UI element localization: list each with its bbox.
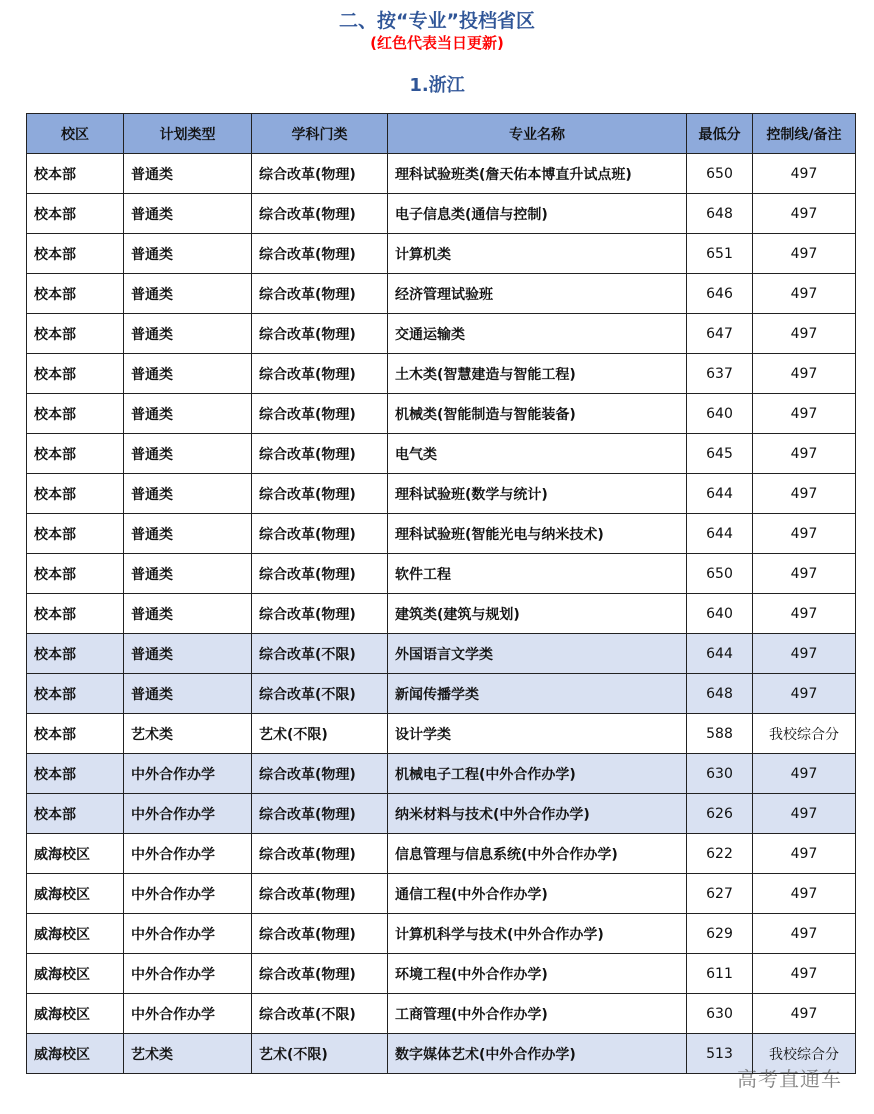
cell-min-score: 640 bbox=[687, 594, 753, 634]
cell-control-line: 497 bbox=[753, 914, 856, 954]
cell-campus: 校本部 bbox=[27, 234, 124, 274]
cell-major: 计算机类 bbox=[388, 234, 687, 274]
cell-major: 计算机科学与技术(中外合作办学) bbox=[388, 914, 687, 954]
cell-plan-type: 普通类 bbox=[124, 594, 252, 634]
cell-control-line: 497 bbox=[753, 474, 856, 514]
table-row bbox=[27, 594, 856, 634]
cell-min-score: 627 bbox=[687, 874, 753, 914]
cell-subject: 综合改革(物理) bbox=[252, 194, 388, 234]
cell-subject: 综合改革(物理) bbox=[252, 474, 388, 514]
cell-min-score: 644 bbox=[687, 514, 753, 554]
table-header bbox=[27, 114, 856, 154]
cell-min-score: 651 bbox=[687, 234, 753, 274]
cell-campus: 校本部 bbox=[27, 554, 124, 594]
cell-campus: 威海校区 bbox=[27, 834, 124, 874]
cell-subject: 综合改革(不限) bbox=[252, 634, 388, 674]
cell-control-line: 497 bbox=[753, 554, 856, 594]
admission-table bbox=[26, 113, 856, 1074]
cell-major: 建筑类(建筑与规划) bbox=[388, 594, 687, 634]
col-subject: 学科门类 bbox=[252, 114, 388, 154]
cell-min-score: 630 bbox=[687, 994, 753, 1034]
cell-major: 土木类(智慧建造与智能工程) bbox=[388, 354, 687, 394]
table-row bbox=[27, 434, 856, 474]
cell-major: 机械电子工程(中外合作办学) bbox=[388, 754, 687, 794]
cell-control-line: 497 bbox=[753, 434, 856, 474]
cell-campus: 校本部 bbox=[27, 394, 124, 434]
cell-campus: 威海校区 bbox=[27, 1034, 124, 1074]
cell-control-line: 497 bbox=[753, 754, 856, 794]
cell-min-score: 622 bbox=[687, 834, 753, 874]
cell-control-line: 497 bbox=[753, 314, 856, 354]
cell-campus: 威海校区 bbox=[27, 914, 124, 954]
table-row bbox=[27, 474, 856, 514]
cell-subject: 综合改革(物理) bbox=[252, 954, 388, 994]
cell-min-score: 626 bbox=[687, 794, 753, 834]
cell-campus: 校本部 bbox=[27, 474, 124, 514]
cell-major: 经济管理试验班 bbox=[388, 274, 687, 314]
cell-min-score: 650 bbox=[687, 554, 753, 594]
cell-subject: 综合改革(物理) bbox=[252, 154, 388, 194]
cell-plan-type: 普通类 bbox=[124, 354, 252, 394]
cell-subject: 综合改革(物理) bbox=[252, 434, 388, 474]
cell-plan-type: 中外合作办学 bbox=[124, 914, 252, 954]
cell-major: 理科试验班类(詹天佑本博直升试点班) bbox=[388, 154, 687, 194]
cell-subject: 综合改革(物理) bbox=[252, 794, 388, 834]
cell-subject: 综合改革(不限) bbox=[252, 994, 388, 1034]
table-row bbox=[27, 954, 856, 994]
cell-plan-type: 普通类 bbox=[124, 194, 252, 234]
cell-min-score: 637 bbox=[687, 354, 753, 394]
cell-control-line: 我校综合分 bbox=[753, 714, 856, 754]
cell-campus: 校本部 bbox=[27, 274, 124, 314]
update-note: (红色代表当日更新) bbox=[370, 34, 504, 52]
cell-campus: 校本部 bbox=[27, 754, 124, 794]
cell-control-line: 497 bbox=[753, 394, 856, 434]
cell-control-line: 497 bbox=[753, 234, 856, 274]
cell-campus: 校本部 bbox=[27, 594, 124, 634]
cell-major: 软件工程 bbox=[388, 554, 687, 594]
cell-min-score: 648 bbox=[687, 674, 753, 714]
cell-subject: 综合改革(物理) bbox=[252, 354, 388, 394]
cell-plan-type: 普通类 bbox=[124, 274, 252, 314]
cell-subject: 综合改革(物理) bbox=[252, 834, 388, 874]
cell-major: 信息管理与信息系统(中外合作办学) bbox=[388, 834, 687, 874]
section-title: 1.浙江 bbox=[409, 75, 465, 96]
table-row bbox=[27, 834, 856, 874]
cell-plan-type: 普通类 bbox=[124, 154, 252, 194]
cell-control-line: 497 bbox=[753, 874, 856, 914]
cell-plan-type: 普通类 bbox=[124, 514, 252, 554]
cell-min-score: 645 bbox=[687, 434, 753, 474]
cell-plan-type: 中外合作办学 bbox=[124, 794, 252, 834]
cell-subject: 综合改革(物理) bbox=[252, 874, 388, 914]
cell-subject: 综合改革(物理) bbox=[252, 314, 388, 354]
cell-control-line: 497 bbox=[753, 994, 856, 1034]
cell-min-score: 650 bbox=[687, 154, 753, 194]
table-row bbox=[27, 154, 856, 194]
cell-plan-type: 普通类 bbox=[124, 674, 252, 714]
cell-major: 外国语言文学类 bbox=[388, 634, 687, 674]
cell-control-line: 497 bbox=[753, 154, 856, 194]
cell-min-score: 630 bbox=[687, 754, 753, 794]
cell-major: 电子信息类(通信与控制) bbox=[388, 194, 687, 234]
table-row bbox=[27, 874, 856, 914]
table-row bbox=[27, 634, 856, 674]
cell-subject: 综合改革(不限) bbox=[252, 674, 388, 714]
col-plan-type: 计划类型 bbox=[124, 114, 252, 154]
table-row bbox=[27, 514, 856, 554]
cell-major: 理科试验班(数学与统计) bbox=[388, 474, 687, 514]
cell-campus: 校本部 bbox=[27, 314, 124, 354]
cell-subject: 艺术(不限) bbox=[252, 714, 388, 754]
table-row bbox=[27, 914, 856, 954]
cell-campus: 校本部 bbox=[27, 714, 124, 754]
cell-campus: 校本部 bbox=[27, 354, 124, 394]
cell-control-line: 497 bbox=[753, 194, 856, 234]
col-campus: 校区 bbox=[27, 114, 124, 154]
cell-major: 理科试验班(智能光电与纳米技术) bbox=[388, 514, 687, 554]
page-title: 二、按“专业”投档省区 bbox=[339, 10, 535, 32]
cell-campus: 校本部 bbox=[27, 674, 124, 714]
cell-min-score: 588 bbox=[687, 714, 753, 754]
cell-major: 环境工程(中外合作办学) bbox=[388, 954, 687, 994]
table-row bbox=[27, 994, 856, 1034]
cell-control-line: 497 bbox=[753, 634, 856, 674]
table-row bbox=[27, 394, 856, 434]
cell-min-score: 629 bbox=[687, 914, 753, 954]
cell-major: 工商管理(中外合作办学) bbox=[388, 994, 687, 1034]
cell-plan-type: 普通类 bbox=[124, 634, 252, 674]
table-row bbox=[27, 274, 856, 314]
cell-control-line: 497 bbox=[753, 274, 856, 314]
table-row bbox=[27, 754, 856, 794]
cell-subject: 综合改革(物理) bbox=[252, 234, 388, 274]
cell-subject: 综合改革(物理) bbox=[252, 914, 388, 954]
cell-control-line: 497 bbox=[753, 514, 856, 554]
cell-plan-type: 中外合作办学 bbox=[124, 954, 252, 994]
cell-control-line: 497 bbox=[753, 954, 856, 994]
cell-campus: 威海校区 bbox=[27, 874, 124, 914]
cell-major: 新闻传播学类 bbox=[388, 674, 687, 714]
cell-campus: 校本部 bbox=[27, 434, 124, 474]
watermark: 高考直通车 bbox=[737, 1067, 842, 1091]
cell-plan-type: 普通类 bbox=[124, 394, 252, 434]
table-row bbox=[27, 234, 856, 274]
col-major: 专业名称 bbox=[388, 114, 687, 154]
cell-campus: 威海校区 bbox=[27, 954, 124, 994]
cell-control-line: 497 bbox=[753, 354, 856, 394]
cell-plan-type: 中外合作办学 bbox=[124, 994, 252, 1034]
cell-major: 纳米材料与技术(中外合作办学) bbox=[388, 794, 687, 834]
cell-min-score: 646 bbox=[687, 274, 753, 314]
cell-campus: 校本部 bbox=[27, 154, 124, 194]
cell-campus: 威海校区 bbox=[27, 994, 124, 1034]
table-row bbox=[27, 714, 856, 754]
cell-min-score: 647 bbox=[687, 314, 753, 354]
table-row bbox=[27, 554, 856, 594]
cell-major: 设计学类 bbox=[388, 714, 687, 754]
table-row bbox=[27, 194, 856, 234]
cell-subject: 艺术(不限) bbox=[252, 1034, 388, 1074]
cell-plan-type: 普通类 bbox=[124, 474, 252, 514]
cell-plan-type: 艺术类 bbox=[124, 714, 252, 754]
cell-major: 交通运输类 bbox=[388, 314, 687, 354]
cell-control-line: 我校综合分 bbox=[753, 1034, 856, 1074]
cell-plan-type: 艺术类 bbox=[124, 1034, 252, 1074]
cell-campus: 校本部 bbox=[27, 194, 124, 234]
cell-major: 通信工程(中外合作办学) bbox=[388, 874, 687, 914]
cell-plan-type: 普通类 bbox=[124, 554, 252, 594]
cell-subject: 综合改革(物理) bbox=[252, 514, 388, 554]
table-row bbox=[27, 1034, 856, 1074]
cell-min-score: 513 bbox=[687, 1034, 753, 1074]
cell-major: 电气类 bbox=[388, 434, 687, 474]
cell-subject: 综合改革(物理) bbox=[252, 274, 388, 314]
cell-subject: 综合改革(物理) bbox=[252, 394, 388, 434]
cell-min-score: 648 bbox=[687, 194, 753, 234]
cell-plan-type: 普通类 bbox=[124, 434, 252, 474]
cell-plan-type: 中外合作办学 bbox=[124, 874, 252, 914]
table-row bbox=[27, 794, 856, 834]
table-row bbox=[27, 314, 856, 354]
cell-plan-type: 普通类 bbox=[124, 314, 252, 354]
cell-campus: 校本部 bbox=[27, 514, 124, 554]
cell-min-score: 640 bbox=[687, 394, 753, 434]
cell-min-score: 644 bbox=[687, 634, 753, 674]
cell-plan-type: 普通类 bbox=[124, 234, 252, 274]
cell-control-line: 497 bbox=[753, 674, 856, 714]
col-control-line: 控制线/备注 bbox=[753, 114, 856, 154]
cell-plan-type: 中外合作办学 bbox=[124, 754, 252, 794]
cell-control-line: 497 bbox=[753, 794, 856, 834]
cell-min-score: 611 bbox=[687, 954, 753, 994]
cell-control-line: 497 bbox=[753, 834, 856, 874]
cell-min-score: 644 bbox=[687, 474, 753, 514]
cell-subject: 综合改革(物理) bbox=[252, 594, 388, 634]
cell-plan-type: 中外合作办学 bbox=[124, 834, 252, 874]
cell-subject: 综合改革(物理) bbox=[252, 754, 388, 794]
table-row bbox=[27, 354, 856, 394]
cell-campus: 校本部 bbox=[27, 634, 124, 674]
cell-campus: 校本部 bbox=[27, 794, 124, 834]
cell-control-line: 497 bbox=[753, 594, 856, 634]
cell-major: 数字媒体艺术(中外合作办学) bbox=[388, 1034, 687, 1074]
col-min-score: 最低分 bbox=[687, 114, 753, 154]
cell-subject: 综合改革(物理) bbox=[252, 554, 388, 594]
cell-major: 机械类(智能制造与智能装备) bbox=[388, 394, 687, 434]
table-row bbox=[27, 674, 856, 714]
